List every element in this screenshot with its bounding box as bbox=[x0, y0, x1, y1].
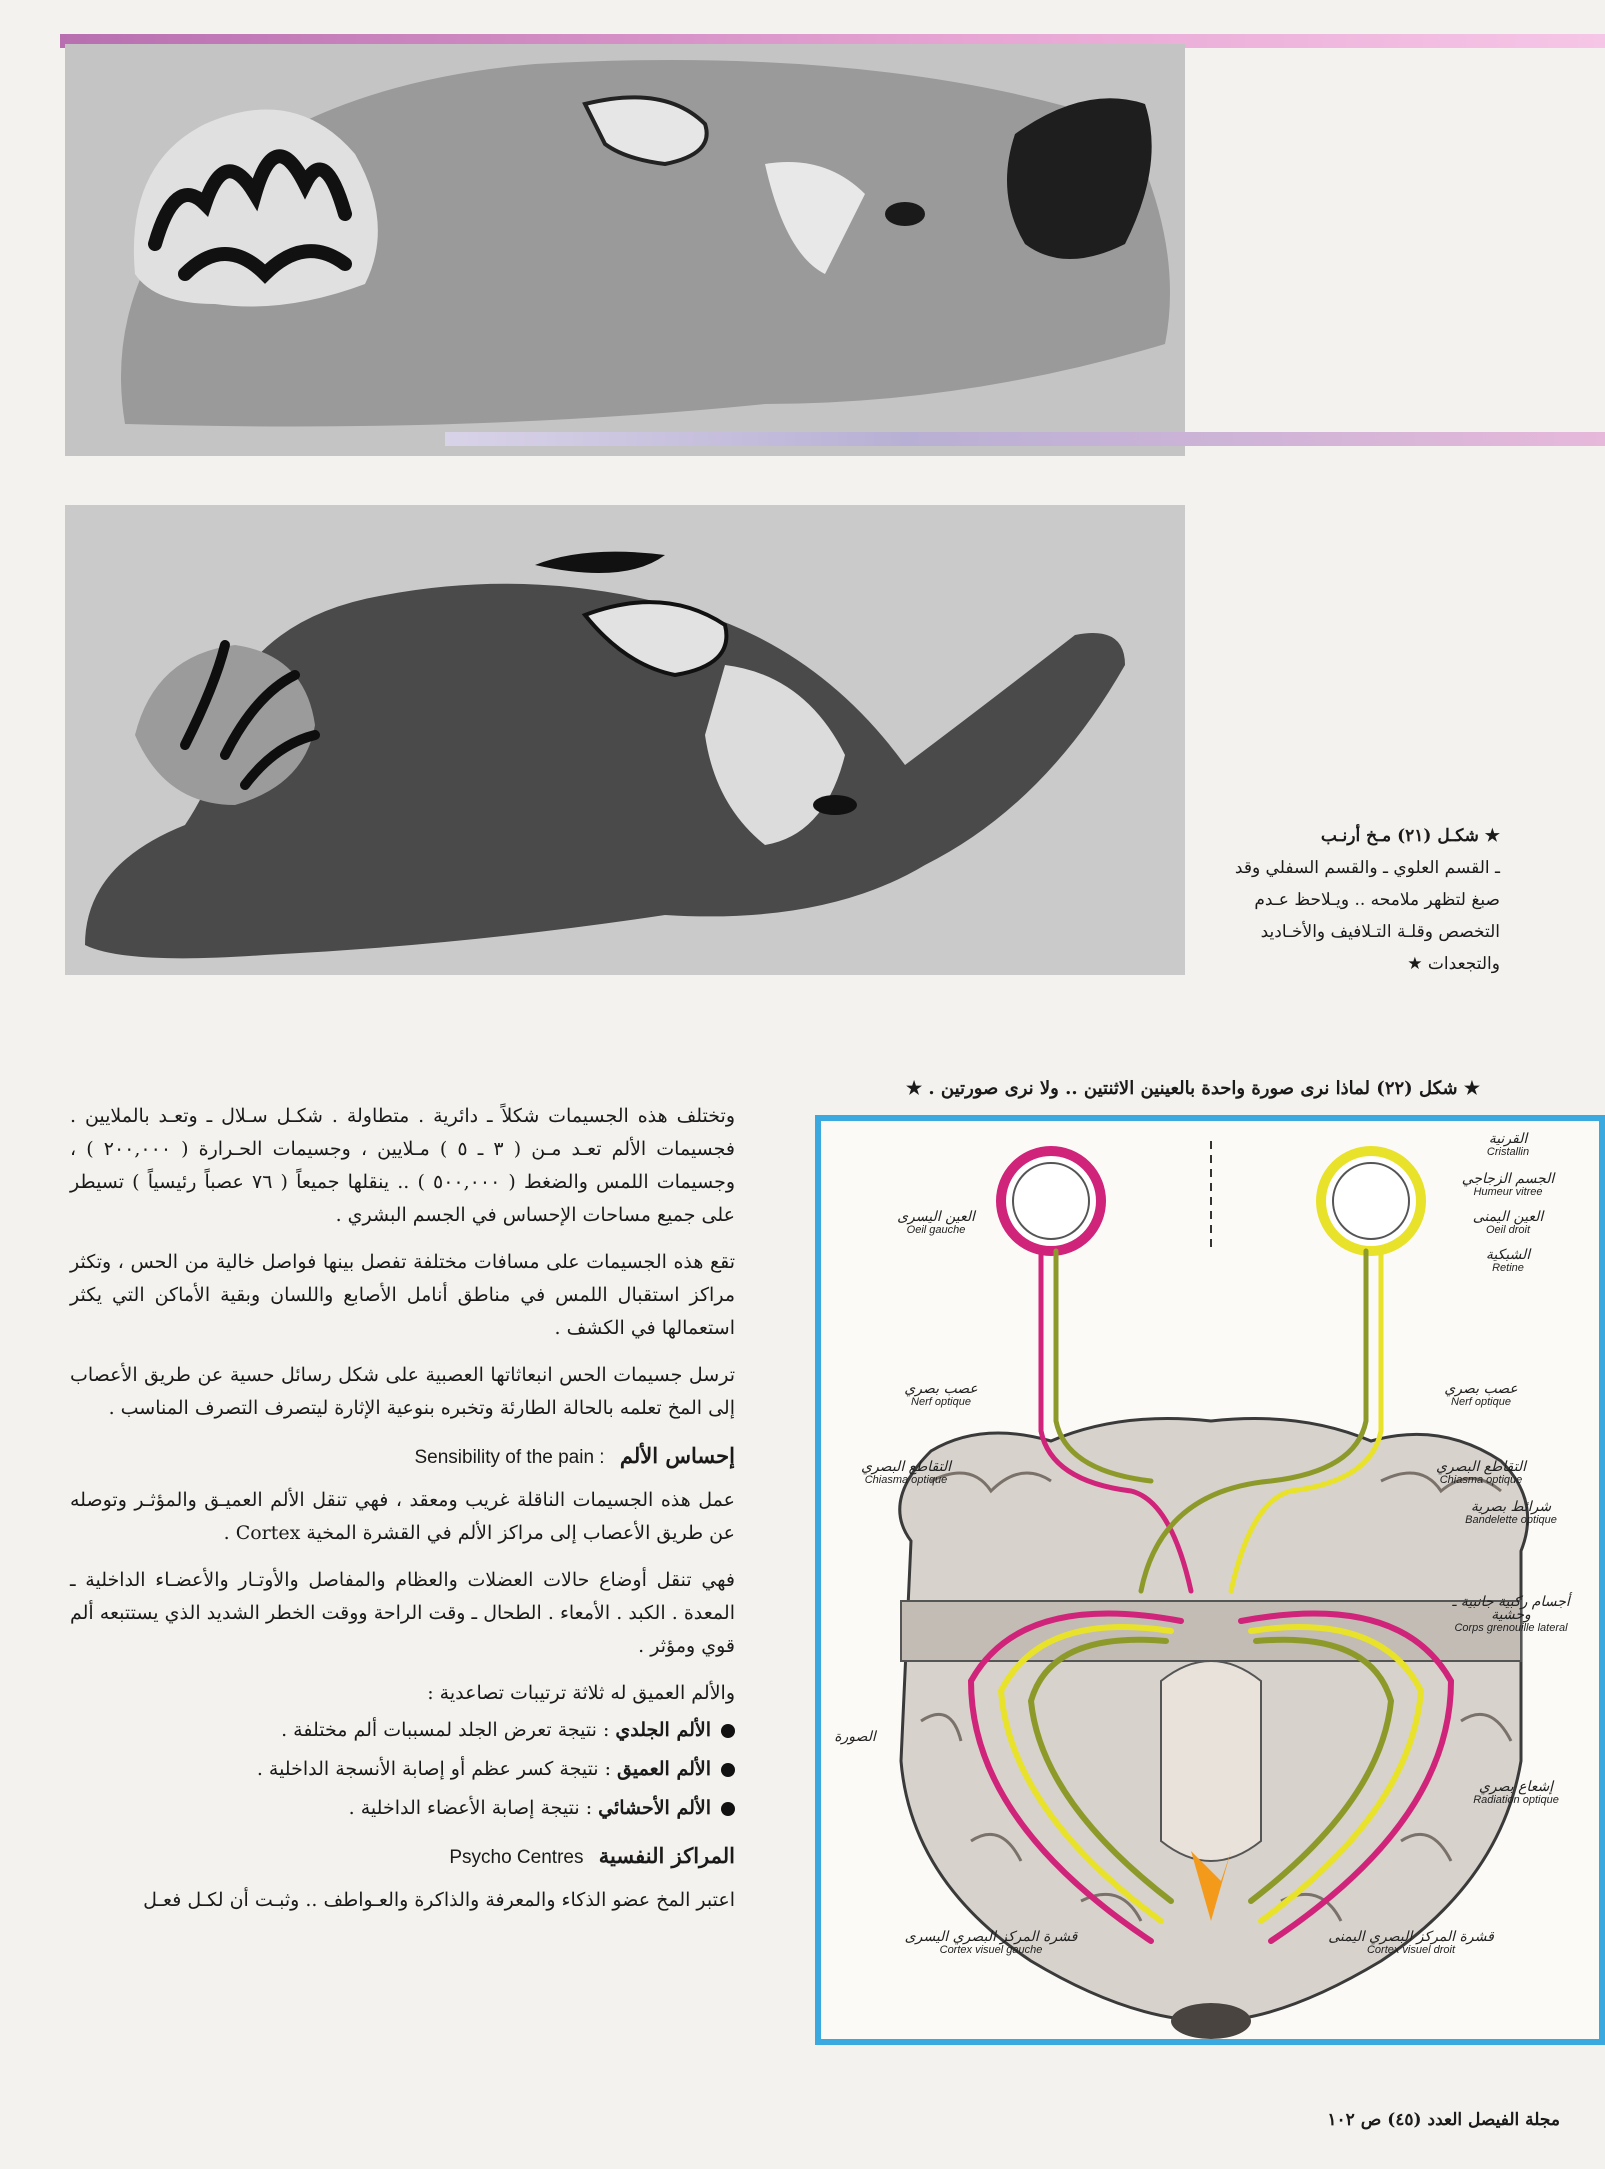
label-oeil-gauche bbox=[876, 1211, 996, 1237]
label-fr: Corps grenouille lateral bbox=[1454, 1622, 1568, 1634]
caption-line: والتجعدات ★ bbox=[1407, 954, 1500, 974]
label-ar: الجسم الزجاجي bbox=[1461, 1171, 1555, 1187]
heading-english: : Sensibility of the pain bbox=[414, 1447, 605, 1468]
definition: : نتيجة إصابة الأعضاء الداخلية . bbox=[348, 1797, 593, 1819]
caption-line: ـ القسم العلوي ـ والقسم السفلي وقد bbox=[1234, 858, 1500, 878]
label-ar: التقاطع البصري bbox=[1436, 1459, 1526, 1475]
paragraph: والألم العميق له ثلاثة ترتيبات تصاعدية : bbox=[427, 1682, 735, 1704]
label-oeil-droit bbox=[1433, 1211, 1583, 1237]
label-ar: قشرة المركز البصري اليسرى bbox=[904, 1929, 1078, 1945]
label-ar: القرنية bbox=[1488, 1131, 1528, 1147]
caption-line: صبغ لتظهر ملامحه .. ويـلاحظ عـدم bbox=[1254, 890, 1500, 910]
bullet-icon bbox=[721, 1802, 735, 1816]
label-fr: Cortex visuel droit bbox=[1366, 1944, 1456, 1956]
label-fr: Cristallin bbox=[1486, 1146, 1530, 1158]
label-nerf-optique-left bbox=[881, 1383, 1001, 1409]
list-item bbox=[70, 1714, 735, 1747]
label-ar: الشبكية bbox=[1485, 1247, 1531, 1263]
label-fr: Oeil gauche bbox=[906, 1224, 966, 1236]
paragraph: فهي تنقل أوضاع حالات العضلات والعظام والمفاصل والأوتـار والأعضـاء الداخلية ـ المعدة . الكبد . الأمعاء . الطحال ـ وقت الراحة ووقت الخطر الشديد الذي يستتبعه ألم قوي ومؤثر . bbox=[70, 1569, 735, 1657]
label-fr: Radiation optique bbox=[1473, 1794, 1559, 1806]
term: الألم الجلدي bbox=[615, 1719, 711, 1741]
brain-section-photo-bottom bbox=[65, 505, 1185, 975]
label-nerf-optique-right bbox=[1411, 1383, 1551, 1409]
label-fr: Nerf optique bbox=[1451, 1396, 1511, 1408]
page-footer: مجلة الفيصل العدد (٤٥) ص ١٠٢ bbox=[1327, 2110, 1560, 2130]
label-chiasma-left bbox=[841, 1461, 971, 1487]
label-fr: Chiasma optique bbox=[864, 1474, 948, 1486]
label-ar: الصورة bbox=[834, 1729, 876, 1745]
label-bandelette bbox=[1431, 1501, 1591, 1527]
bullet-icon bbox=[721, 1724, 735, 1738]
label-ar: عصب بصري bbox=[1444, 1381, 1518, 1397]
label-ar: التقاطع البصري bbox=[861, 1459, 951, 1475]
label-radiation-optique bbox=[1441, 1781, 1591, 1807]
definition: : نتيجة تعرض الجلد لمسببات ألم مختلفة . bbox=[281, 1719, 610, 1741]
heading-arabic: المراكز النفسية bbox=[598, 1843, 735, 1868]
label-chiasma-right bbox=[1411, 1461, 1551, 1487]
label-humeur-vitree bbox=[1433, 1173, 1583, 1199]
list-item bbox=[70, 1753, 735, 1786]
definition: : نتيجة كسر عظم أو إصابة الأنسجة الداخلية . bbox=[256, 1758, 612, 1780]
label-ar: العين اليمنى bbox=[1472, 1209, 1544, 1225]
label-fr: Oeil droit bbox=[1485, 1224, 1531, 1236]
caption-line: التخصص وقلـة التـلافيف والأخـاديد bbox=[1260, 922, 1500, 942]
term: الألم العميق bbox=[617, 1758, 711, 1780]
figure-22-caption: ★ شكل (٢٢) لماذا نرى صورة واحدة بالعينين الاثنتين .. ولا نرى صورتين . ★ bbox=[905, 1078, 1480, 1099]
label-fr: Humeur vitree bbox=[1473, 1186, 1543, 1198]
paragraph: عمل هذه الجسيمات الناقلة غريب ومعقد ، فهي تنقل الألم العميـق والمؤثـر وتوصله عن طريق الأعصاب إلى مراكز الألم في القشرة المخية Cortex . bbox=[70, 1489, 735, 1544]
label-image bbox=[825, 1731, 885, 1744]
label-cristallin bbox=[1433, 1133, 1583, 1159]
list-item bbox=[70, 1792, 735, 1825]
paragraph: وتختلف هذه الجسيمات شكلاً ـ دائرية . متطاولة . شكـل سـلال ـ وتعـد بالملايين . فجسيمات الألم تعـد مـن ( ٣ ـ ٥ ) مـلايين ، وجسيمات الحـرارة ( ٢٠٠,٠٠٠ ) ، وجسيمات اللمس والضغط ( ٥٠٠,٠٠٠ ) .. ينقلها جميعاً ( ٧٦ عصباً رئيسياً ) تسيطر على جميع مساحات الإحساس في الجسم البشري . bbox=[70, 1105, 735, 1226]
label-fr: Retine bbox=[1492, 1262, 1524, 1274]
paragraph: ترسل جسيمات الحس انبعاثاتها العصبية على شكل رسائل حسية عن طريق الأعصاب إلى المخ تعلمه بالحالة الطارئة وتخبره بنوعية الإثارة ليتصرف التصرف المناسب . bbox=[70, 1364, 735, 1419]
pain-types-list bbox=[70, 1714, 735, 1825]
section-heading-pain bbox=[70, 1439, 735, 1474]
article-text-column bbox=[70, 1100, 735, 1931]
label-ar: إشعاع بصري bbox=[1478, 1779, 1554, 1795]
label-ar: عصب بصري bbox=[904, 1381, 978, 1397]
paragraph: اعتبر المخ عضو الذكاء والمعرفة والذاكرة والعـواطف .. وثبـت أن لكـل فعـل bbox=[143, 1889, 735, 1911]
label-fr: Chiasma optique bbox=[1439, 1474, 1523, 1486]
label-cortex-droit bbox=[1321, 1931, 1501, 1957]
brain-section-photo-top bbox=[65, 44, 1185, 456]
label-ar: أجسام ركبية جانبية ـ وحشية bbox=[1452, 1594, 1570, 1623]
heading-arabic: إحساس الألم bbox=[619, 1443, 735, 1468]
label-fr: Bandelette optique bbox=[1465, 1514, 1557, 1526]
figure-21-caption bbox=[1230, 820, 1500, 980]
label-ar: العين اليسرى bbox=[897, 1209, 975, 1225]
label-fr: Cortex visuel gauche bbox=[939, 1944, 1043, 1956]
section-heading-psycho bbox=[70, 1839, 735, 1874]
caption-line: ★ شكـل (٢١) مـخ أرنـب bbox=[1320, 826, 1500, 846]
term: الألم الأحشائي bbox=[598, 1797, 711, 1819]
middle-color-band bbox=[445, 432, 1605, 446]
visual-pathway-diagram bbox=[815, 1115, 1605, 2045]
label-ar: قشرة المركز البصري اليمنى bbox=[1328, 1929, 1494, 1945]
heading-english: Psycho Centres bbox=[449, 1847, 584, 1868]
label-retine bbox=[1433, 1249, 1583, 1275]
bullet-icon bbox=[721, 1763, 735, 1777]
label-fr: Nerf optique bbox=[911, 1396, 971, 1408]
label-corps-genouille bbox=[1431, 1596, 1591, 1635]
label-ar: شرائط بصرية bbox=[1470, 1499, 1552, 1515]
paragraph: تقع هذه الجسيمات على مسافات مختلفة تفصل بينها فواصل خالية من الحس ، وتكثر مراكز استقبال اللمس في مناطق أنامل الأصابع واللسان وبقية الأماكن التي يكثر استعمالها في الكشف . bbox=[70, 1251, 735, 1339]
label-cortex-gauche bbox=[901, 1931, 1081, 1957]
